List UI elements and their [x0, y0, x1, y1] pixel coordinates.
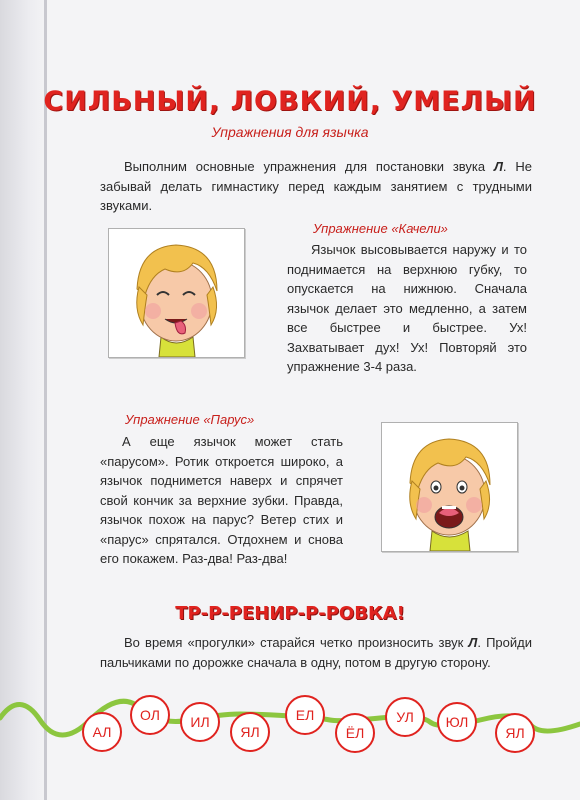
page-title: СИЛЬНЫЙ, ЛОВКИЙ, УМЕЛЫЙ [43, 86, 537, 117]
intro-sound: Л [493, 159, 503, 174]
portrait-kacheli [108, 228, 245, 358]
intro-text: Выполним основные упражнения для постановки звука [124, 159, 494, 174]
syllable-circle[interactable]: АЛ [82, 712, 122, 752]
intro-paragraph [100, 157, 532, 216]
exercise1-text: Язычок высовывается наружу и то поднимается на верхнюю губку, то опускается на нижнюю. Сначала язычок делает это медленно, а затем все быстрее и быстрее. Ух! Захватывает дух! Ух! Повторяй это упражнение 3-4 раза. [287, 242, 527, 374]
boy-face-mouth-open-icon [382, 423, 517, 551]
training-text-start: Во время «прогулки» старайся четко произносить звук [124, 635, 469, 650]
syllable-circle[interactable]: ЯЛ [495, 713, 535, 753]
syllable-circle[interactable]: ИЛ [180, 702, 220, 742]
training-text-end: . Пройди пальчиками по дорожке сначала в одну, потом в другую сторону. [100, 635, 532, 670]
boy-face-tongue-out-icon [109, 229, 244, 357]
training-title: ТР-Р-РЕНИР-Р-РОВКА! [175, 603, 405, 624]
syllable-circle[interactable]: ЕЛ [285, 695, 325, 735]
syllable-circle[interactable]: УЛ [385, 697, 425, 737]
page-subtitle: Упражнения для язычка [211, 124, 369, 140]
exercise2-title: Упражнение «Парус» [125, 412, 255, 427]
syllable-circle[interactable]: ЁЛ [335, 713, 375, 753]
training-sound: Л [468, 635, 478, 650]
portrait-parus [381, 422, 518, 552]
syllable-circle[interactable]: ОЛ [130, 695, 170, 735]
exercise1-title: Упражнение «Качели» [313, 221, 448, 236]
training-paragraph [100, 633, 532, 672]
exercise2-text: А еще язычок может стать «парусом». Ротик откроется широко, а язычок поднимется наверх и спрячет свой кончик за верхние зубки. Правда, язычок похож на парус? Ветер стих и «парус» спрятался. Отдохнем и снова его покажем. Раз-два! Раз-два! [100, 434, 343, 566]
intro-rest: . Не забывай делать гимнастику перед каждым занятием с трудными звуками. [100, 159, 532, 213]
syllable-circle[interactable]: ЯЛ [230, 712, 270, 752]
syllable-circle[interactable]: ЮЛ [437, 702, 477, 742]
